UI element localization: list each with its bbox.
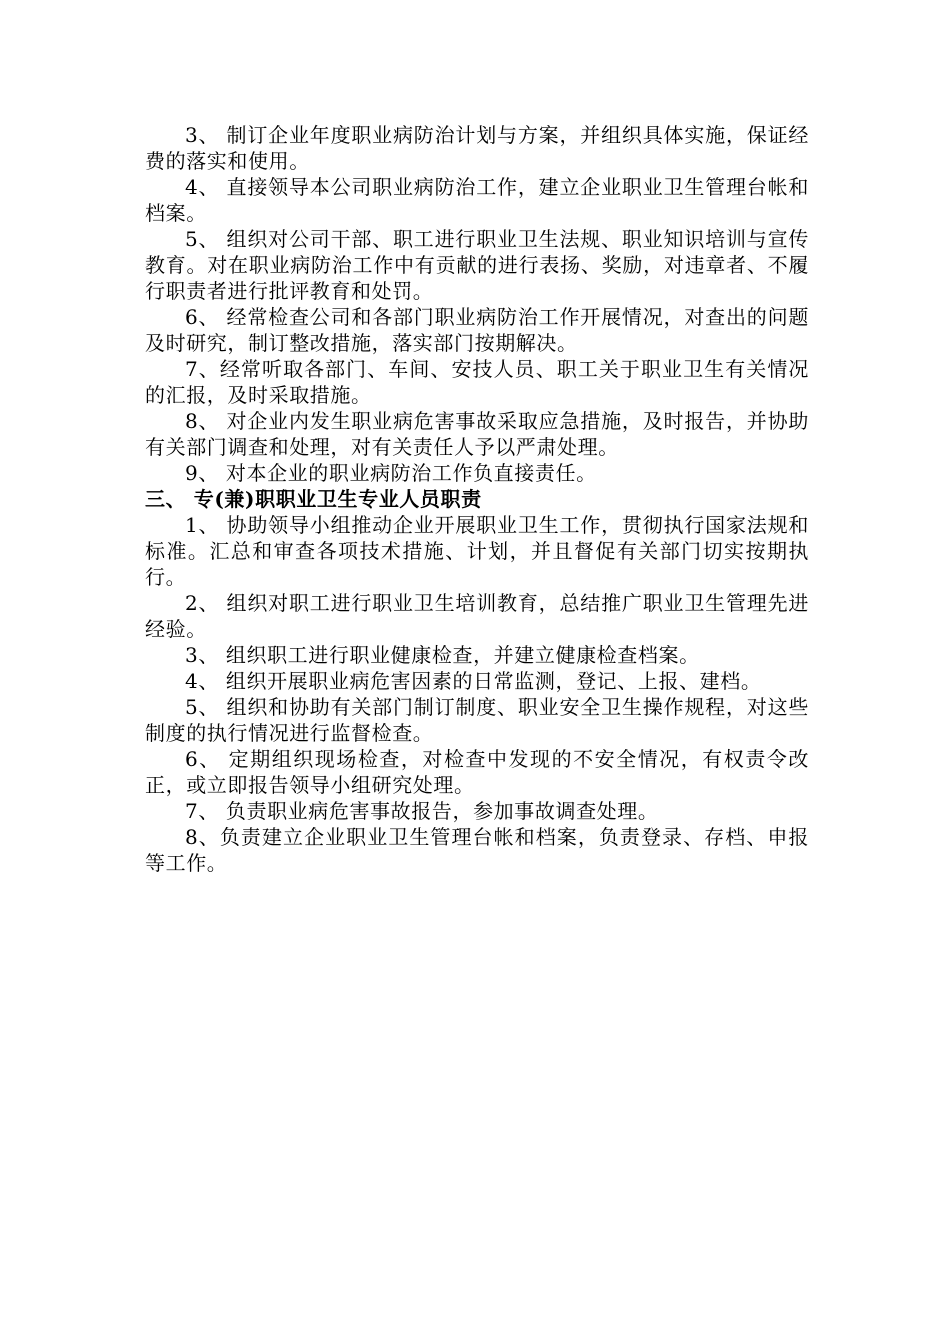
- duty-item-5: 5、 组织对公司干部、职工进行职业卫生法规、职业知识培训与宣传教育。对在职业病防治工作中有贡献的进行表扬、奖励，对违章者、不履行职责者进行批评教育和处罚。: [145, 227, 809, 303]
- section-three-heading: 三、 专(兼)职职业卫生专业人员职责: [145, 487, 482, 511]
- staff-duty-item-8: 8、负责建立企业职业卫生管理台帐和档案，负责登录、存档、申报等工作。: [145, 825, 809, 875]
- document-page: [145, 122, 809, 876]
- duty-item-3: 3、 制订企业年度职业病防治计划与方案，并组织具体实施，保证经费的落实和使用。: [145, 123, 809, 173]
- staff-duty-item-7: 7、 负责职业病危害事故报告，参加事故调查处理。: [185, 799, 659, 823]
- staff-duty-item-2: 2、 组织对职工进行职业卫生培训教育，总结推广职业卫生管理先进经验。: [145, 591, 809, 641]
- duty-item-6: 6、 经常检查公司和各部门职业病防治工作开展情况，对查出的问题及时研究，制订整改措施，落实部门按期解决。: [145, 305, 809, 355]
- staff-duty-item-6: 6、 定期组织现场检查，对检查中发现的不安全情况，有权责令改正，或立即报告领导小组研究处理。: [145, 747, 809, 797]
- staff-duty-item-5: 5、 组织和协助有关部门制订制度、职业安全卫生操作规程，对这些制度的执行情况进行监督检查。: [145, 695, 809, 745]
- staff-duty-item-3: 3、 组织职工进行职业健康检查，并建立健康检查档案。: [185, 643, 700, 667]
- duty-item-8: 8、 对企业内发生职业病危害事故采取应急措施，及时报告，并协助有关部门调查和处理，对有关责任人予以严肃处理。: [145, 409, 809, 459]
- duty-item-7: 7、经常听取各部门、车间、安技人员、职工关于职业卫生有关情况的汇报，及时采取措施。: [145, 357, 809, 407]
- staff-duty-item-4: 4、 组织开展职业病危害因素的日常监测，登记、上报、建档。: [185, 669, 762, 693]
- duty-item-4: 4、 直接领导本公司职业病防治工作，建立企业职业卫生管理台帐和档案。: [145, 175, 809, 225]
- duty-item-9: 9、 对本企业的职业病防治工作负直接责任。: [185, 461, 597, 485]
- staff-duty-item-1: 1、 协助领导小组推动企业开展职业卫生工作，贯彻执行国家法规和标准。汇总和审查各项技术措施、计划，并且督促有关部门切实按期执行。: [145, 513, 809, 589]
